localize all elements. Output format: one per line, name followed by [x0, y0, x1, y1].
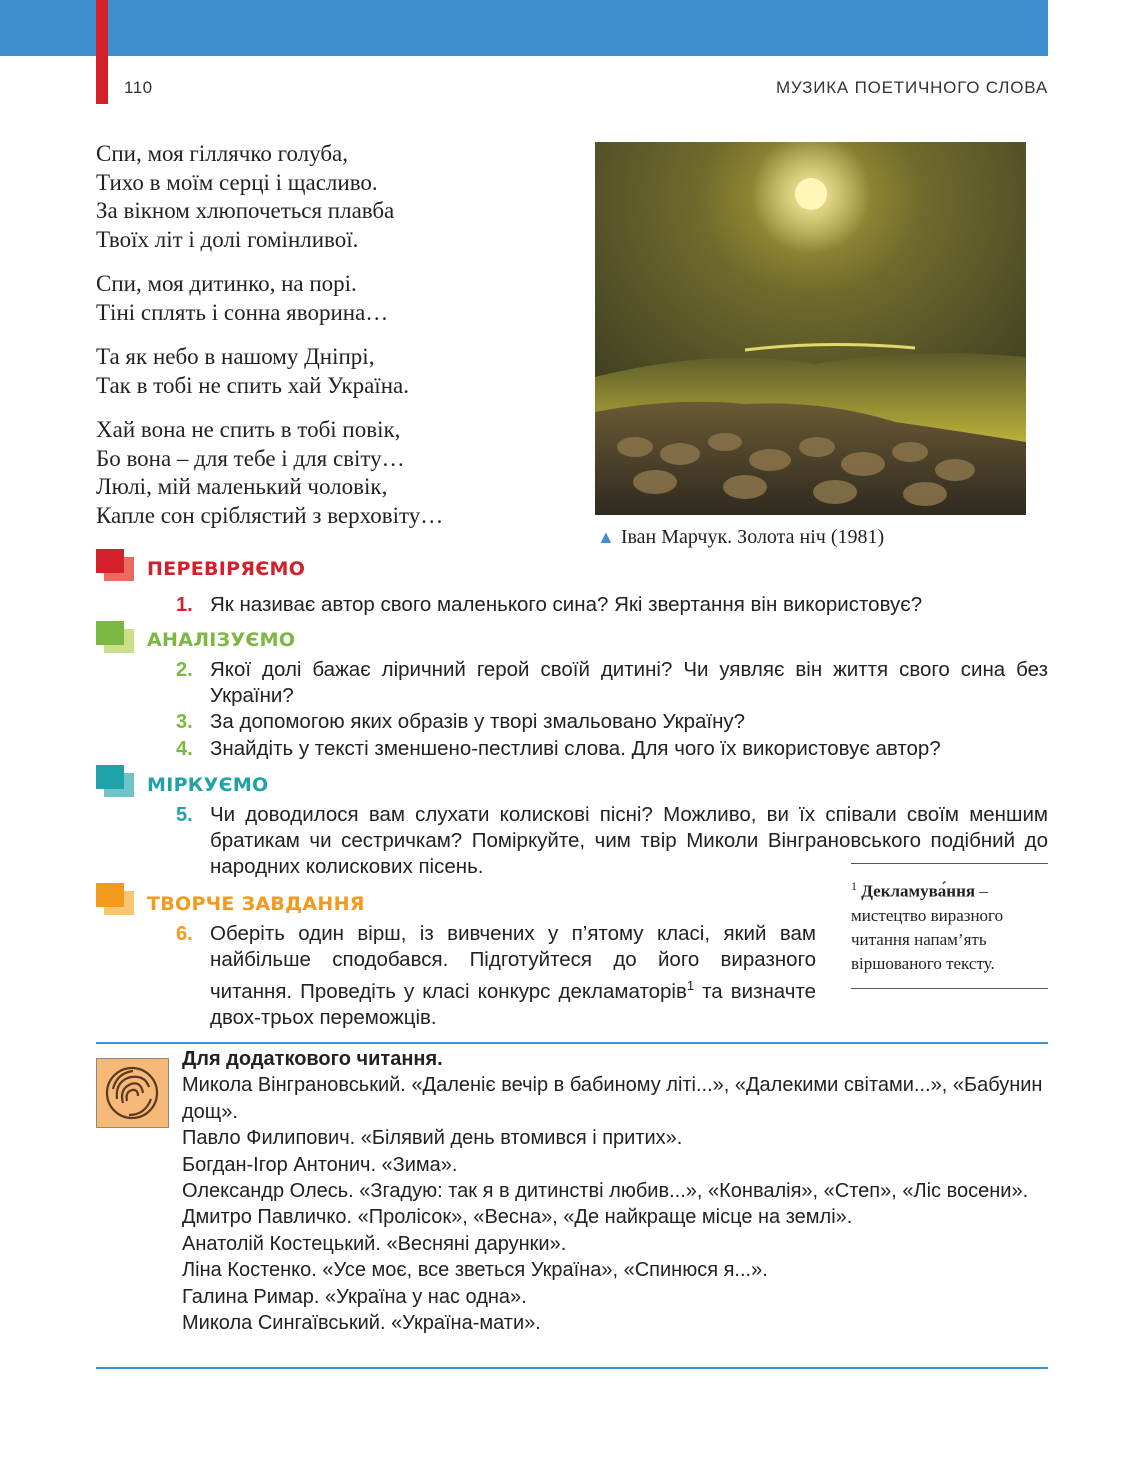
poem-line: Тіні сплять і сонна яворина…: [96, 299, 389, 325]
footnote-ref: 1: [686, 978, 695, 993]
check-section-icon: [96, 549, 134, 581]
additional-reading: [182, 1046, 1048, 1336]
poem-line: Люлі, мій маленький чоловік,: [96, 474, 388, 499]
poem-stanza: [96, 416, 566, 530]
footnote: $^1$ Декламува́ння – мистецтво виразного читання напам’ять віршованого тексту.: [851, 863, 1048, 989]
reading-item: Микола Вінграновський. «Даленіє вечір в бабиному літі...», «Далекими світами...», «Бабунин дощ».: [182, 1074, 1043, 1123]
section-title-analyze: АНАЛІЗУЄМО: [147, 629, 296, 651]
question-text: Якої долі бажає ліричний герой своїй дитині? Чи уявляє він життя свого сина без України?: [210, 658, 1048, 707]
divider-bottom: [96, 1367, 1048, 1369]
question-text: За допомогою яких образів у творі змальовано Україну?: [210, 710, 746, 733]
footnote-term: Декламува́ння: [861, 881, 976, 901]
poem-stanza: [96, 270, 566, 327]
disc-icon: [96, 1058, 169, 1128]
section-title-think: МІРКУЄМО: [147, 774, 269, 796]
reading-item: Дмитро Павличко. «Пролісок», «Весна», «Де найкраще місце на землі».: [182, 1206, 853, 1229]
question-number: 4.: [176, 738, 193, 760]
poem-line: Капле сон сріблястий з верховіту…: [96, 502, 444, 528]
poem-stanza: [96, 140, 566, 254]
poem-line: Та як небо в нашому Дніпрі,: [96, 344, 375, 369]
reading-item: Анатолій Костецький. «Весняні дарунки».: [182, 1232, 567, 1255]
question-text: Знайдіть у тексті зменшено-пестливі слова. Для чого їх використовує автор?: [210, 737, 941, 760]
think-section-icon: [96, 765, 134, 797]
poem-line: Бо вона – для тебе і для світу…: [96, 445, 405, 471]
section-title-creative: ТВОРЧЕ ЗАВДАННЯ: [147, 893, 365, 915]
triangle-icon: ▲: [597, 527, 615, 547]
reading-item: Микола Сингаївський. «Україна-мати».: [182, 1312, 541, 1335]
caption-text: Іван Марчук. Золота ніч (1981): [620, 526, 885, 548]
footnote-mark: 1: [851, 879, 857, 893]
poem-line: Спи, моя дитинко, на порі.: [96, 271, 357, 296]
painting-golden-night: [595, 142, 1026, 515]
question-text: Чи доводилося вам слухати колискові пісні? Можливо, ви їх співали своїм меншим братикам чи сестричкам? Поміркуйте, чим твір Миколи Вінграновського подібний до народних колискових пісень.: [210, 803, 1048, 878]
poem-stanza: [96, 343, 566, 400]
poem-line: Тихо в моїм серці і щасливо.: [96, 169, 378, 195]
top-banner: [0, 0, 1048, 56]
poem: [96, 140, 566, 546]
section-title-check: ПЕРЕВІРЯЄМО: [147, 558, 306, 580]
chapter-title: МУЗИКА ПОЕТИЧНОГО СЛОВА: [775, 78, 1048, 97]
red-edge-marker: [96, 0, 108, 104]
analyze-section-icon: [96, 621, 134, 653]
question-number: 5.: [176, 804, 193, 826]
poem-line: Спи, моя гіллячко голуба,: [96, 141, 348, 166]
question-text: Оберіть один вірш, із вивчених у п’ятому класі, який вам найбільше сподобався. Підготуйтеся до його виразного читання. Проведіть у класі конкурс декламаторів$^1$ та визначте двох-трьох переможців.: [210, 922, 816, 1029]
reading-item: Галина Римар. «Україна у нас одна».: [182, 1285, 527, 1308]
question-text: Як називає автор свого маленького сина? Які звертання він використовує?: [210, 593, 923, 616]
poem-line: За вікном хлюпочеться плавба: [96, 198, 395, 223]
poem-line: Хай вона не спить в тобі повік,: [96, 417, 401, 442]
footnote-definition: мистецтво виразного читання напам’ять віршованого тексту.: [851, 905, 1004, 973]
divider-top: [96, 1042, 1048, 1044]
question-number: 3.: [176, 711, 193, 733]
poem-line: Так в тобі не спить хай Україна.: [96, 372, 409, 398]
question-number: 1.: [176, 594, 193, 616]
reading-item: Павло Филипович. «Білявий день втомився і притих».: [182, 1127, 683, 1150]
reading-item: Богдан-Ігор Антонич. «Зима».: [182, 1153, 458, 1176]
figure-caption: [597, 526, 884, 549]
additional-reading-heading: Для додаткового читання.: [182, 1048, 443, 1070]
reading-item: Ліна Костенко. «Усе моє, все зветься Україна», «Спинюся я...».: [182, 1259, 768, 1282]
reading-item: Олександр Олесь. «Згадую: так я в дитинстві любив...», «Конвалія», «Степ», «Ліс восени».: [182, 1180, 1029, 1203]
creative-section-icon: [96, 883, 134, 915]
question-number: 2.: [176, 659, 193, 681]
poem-line: Твоїх літ і долі гомінливої.: [96, 226, 359, 252]
question-number: 6.: [176, 923, 193, 945]
page-number: 110: [124, 78, 153, 97]
